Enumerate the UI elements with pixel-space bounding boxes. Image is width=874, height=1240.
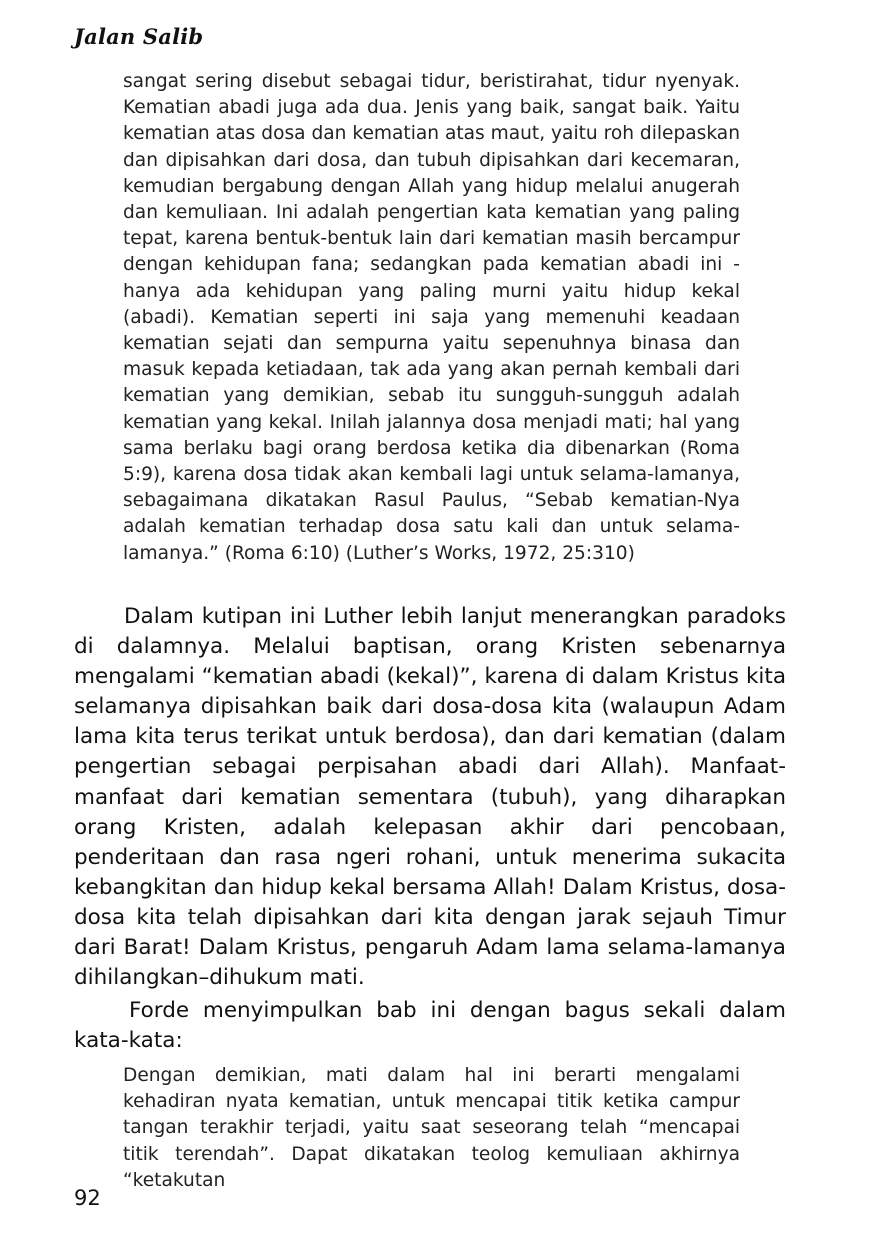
block-quote-luther: sangat sering disebut sebagai tidur, beristirahat, tidur nyenyak. Kematian abadi juga ada dua. Jenis yang baik, sangat baik. Yaitu kematian atas dosa dan kematian atas maut, yaitu roh dilepaskan dan dipisahkan dari dosa, dan tubuh dipisahkan dari kecemaran, kemudian bergabung dengan Allah yang hidup melalui anugerah dan kemuliaan. Ini adalah pengertian kata kematian yang paling tepat, karena bentuk-bentuk lain dari kematian masih bercampur dengan kehidupan fana; sedangkan pada kematian abadi ini - hanya ada kehidupan yang paling murni yaitu hidup kekal (abadi). Kematian seperti ini saja yang memenuhi keadaan kematian sejati dan sempurna yaitu sepenuhnya binasa dan masuk kepada ketiadaan, tak ada yang akan pernah kembali dari kematian yang demikian, sebab itu sungguh-sungguh adalah kematian yang kekal. Inilah jalannya dosa menjadi mati; hal yang sama berlaku bagi orang berdosa ketika dia dibenarkan (Roma 5:9), karena dosa tidak akan kembali lagi untuk selama-lamanya, sebagaimana dikatakan Rasul Paulus, “Sebab kematian-Nya adalah kematian terhadap dosa satu kali dan untuk selama-lamanya.” (Roma 6:10) (Luther’s Works, 1972, 25:310) xyxy=(123,71,740,564)
body-paragraph-forde-intro: Forde menyimpulkan bab ini dengan bagus sekali dalam kata-kata: xyxy=(74,998,786,1054)
page-number: 92 xyxy=(74,1186,101,1210)
running-header-title: Jalan Salib xyxy=(74,24,204,49)
body-paragraph-luther-paradox: Dalam kutipan ini Luther lebih lanjut menerangkan paradoks di dalamnya. Melalui baptisan, orang Kristen sebenarnya mengalami “kematian abadi (kekal)”, karena di dalam Kristus kita selamanya dipisahkan baik dari dosa-dosa kita (walaupun Adam lama kita terus terikat untuk berdosa), dan dari kematian (dalam pengertian sebagai perpisahan abadi dari Allah). Manfaat-manfaat dari kematian sementara (tubuh), yang diharapkan orang Kristen, adalah kelepasan akhir dari pencobaan, penderitaan dan rasa ngeri rohani, untuk menerima sukacita kebangkitan dan hidup kekal bersama Allah! Dalam Kristus, dosa-dosa kita telah dipisahkan dari kita dengan jarak sejauh Timur dari Barat! Dalam Kristus, pengaruh Adam lama selama-lamanya dihilangkan–dihukum mati. xyxy=(74,604,786,991)
block-quote-forde: Dengan demikian, mati dalam hal ini berarti mengalami kehadiran nyata kematian, untuk mencapai titik ketika campur tangan terakhir terjadi, yaitu saat seseorang telah “mencapai titik terendah”. Dapat dikatakan teolog kemuliaan akhirnya “ketakutan xyxy=(123,1065,740,1191)
